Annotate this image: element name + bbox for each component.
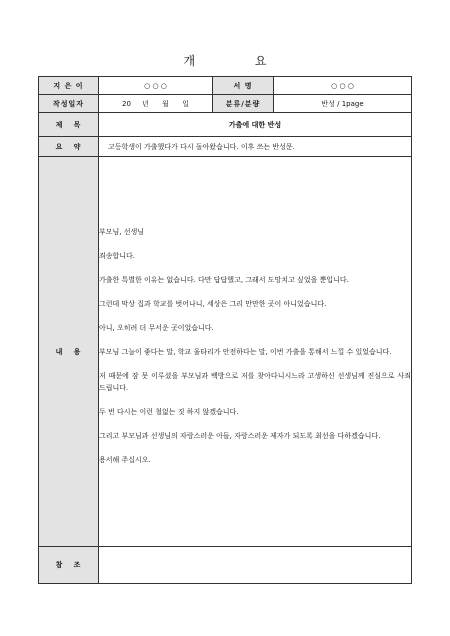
signature-value: ○ ○ ○ — [274, 77, 412, 95]
content-row — [39, 157, 412, 547]
date-label: 작성일자 — [39, 95, 99, 113]
essay-form-table — [38, 76, 412, 584]
content-label: 내 용 — [39, 157, 99, 547]
reference-row — [39, 547, 412, 584]
content-paragraph: 저 때문에 잠 못 이루셨을 부모님과 백방으로 저를 찾아다니시느라 고생하신 선생님께 진심으로 사죄 드립니다. — [99, 371, 411, 392]
content-body — [99, 157, 412, 547]
summary-value: 고등학생이 가출했다가 다시 돌아왔습니다. 이후 쓰는 반성문. — [99, 137, 412, 157]
subject-label: 제 목 — [39, 113, 99, 137]
content-paragraph: 아니, 오히려 더 무서운 곳이었습니다. — [99, 323, 214, 332]
date-row — [39, 95, 412, 113]
content-paragraph: 죄송합니다. — [99, 251, 136, 260]
author-value: ○ ○ ○ — [99, 77, 213, 95]
content-paragraph: 두 번 다시는 이런 철없는 짓 하지 않겠습니다. — [99, 407, 239, 416]
content-paragraph: 용서해 주십시오. — [99, 455, 151, 464]
page-title: 개 요 — [183, 54, 295, 68]
subject-row — [39, 113, 412, 137]
date-value: 20 년 월 일 — [99, 95, 213, 113]
content-paragraph: 그리고 부모님과 선생님의 자랑스러운 아들, 자랑스러운 제자가 되도록 최선을 다하겠습니다. — [99, 431, 381, 440]
category-value: 반성 / 1page — [274, 95, 412, 113]
category-label: 분류/분량 — [213, 95, 274, 113]
summary-row — [39, 137, 412, 157]
author-label: 지 은 이 — [39, 77, 99, 95]
content-paragraph: 부모님, 선생님 — [99, 227, 145, 236]
author-row — [39, 77, 412, 95]
subject-value: 가출에 대한 반성 — [99, 113, 412, 137]
summary-label: 요 약 — [39, 137, 99, 157]
content-paragraph: 가출한 특별한 이유는 없습니다. 다만 답답했고, 그래서 도망치고 싶었을 뿐입니다. — [99, 275, 349, 284]
content-paragraph: 부모님 그늘이 좋다는 말, 학교 울타리가 안전하다는 말, 이번 가출을 통해서 느낄 수 있었습니다. — [99, 347, 392, 356]
signature-label: 서 명 — [213, 77, 274, 95]
reference-value — [99, 547, 412, 584]
content-paragraph: 그런데 막상 집과 학교를 벗어나니, 세상은 그리 만만한 곳이 아니었습니다. — [99, 299, 327, 308]
reference-label: 참 조 — [39, 547, 99, 584]
